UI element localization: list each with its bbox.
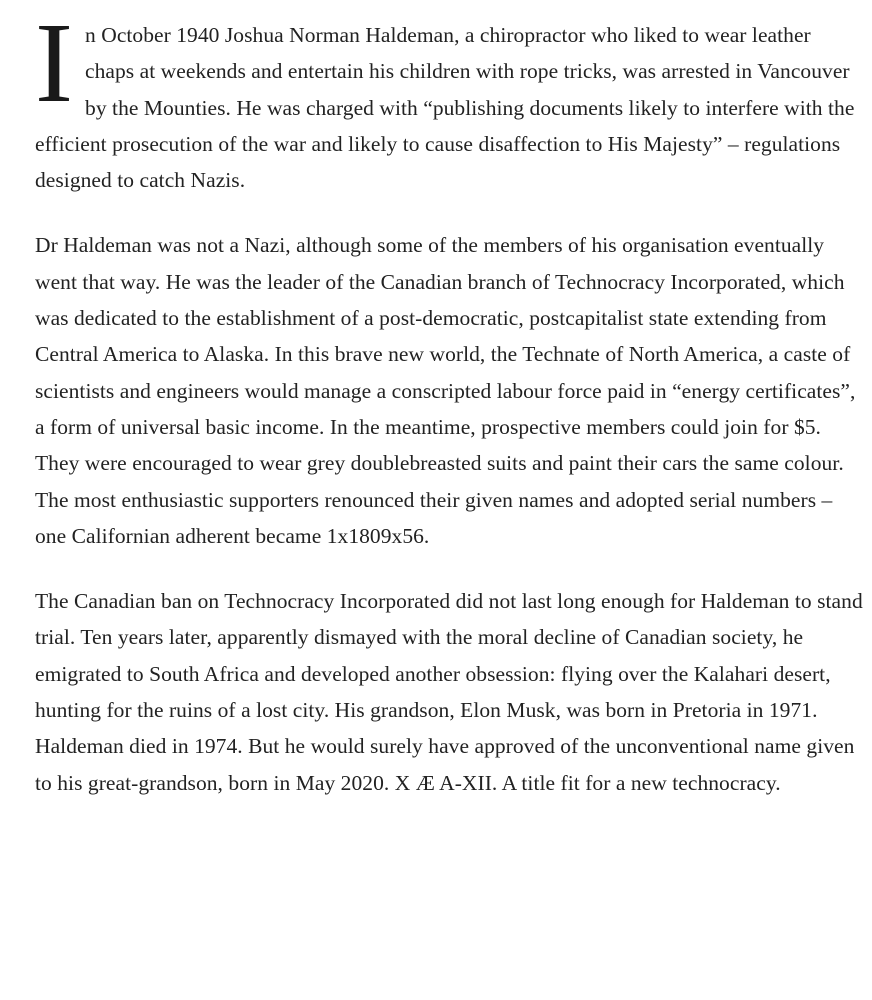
drop-cap: I: [35, 0, 74, 126]
paragraph-1-text: n October 1940 Joshua Norman Haldeman, a chiropractor who liked to wear leather chaps at weekends and entertain his children with rope tricks, was arrested in Vancouver by the Mounties. He was charged with “publishing documents likely to interfere with the efficient prosecution of the war and likely to cause disaffection to His Majesty” – regulations designed to catch Nazis.: [35, 23, 855, 193]
paragraph-2-text: Dr Haldeman was not a Nazi, although some of the members of his organisation eventually went that way. He was the leader of the Canadian branch of Technocracy Incorporated, which was dedicated to the establishment of a post-democratic, postcapitalist state extending from Central America to Alaska. In this brave new world, the Technate of North America, a caste of scientists and engineers would manage a conscripted labour force paid in “energy certificates”, a form of universal basic income. In the meantime, prospective members could join for $5. They were encouraged to wear grey doublebreasted suits and paint their cars the same colour. The most enthusiastic supporters renounced their given names and adopted serial numbers – one Californian adherent became 1x1809x56.: [35, 233, 856, 548]
paragraph-3: [35, 583, 865, 801]
paragraph-1: [35, 0, 865, 198]
paragraph-2: [35, 227, 865, 554]
paragraph-3-text: The Canadian ban on Technocracy Incorporated did not last long enough for Haldeman to stand trial. Ten years later, apparently dismayed with the moral decline of Canadian society, he emigrated to South Africa and developed another obsession: flying over the Kalahari desert, hunting for the ruins of a lost city. His grandson, Elon Musk, was born in Pretoria in 1971. Haldeman died in 1974. But he would surely have approved of the unconventional name given to his great-grandson, born in May 2020. X Æ A-XII. A title fit for a new technocracy.: [35, 589, 863, 795]
article-body: [35, 0, 865, 801]
